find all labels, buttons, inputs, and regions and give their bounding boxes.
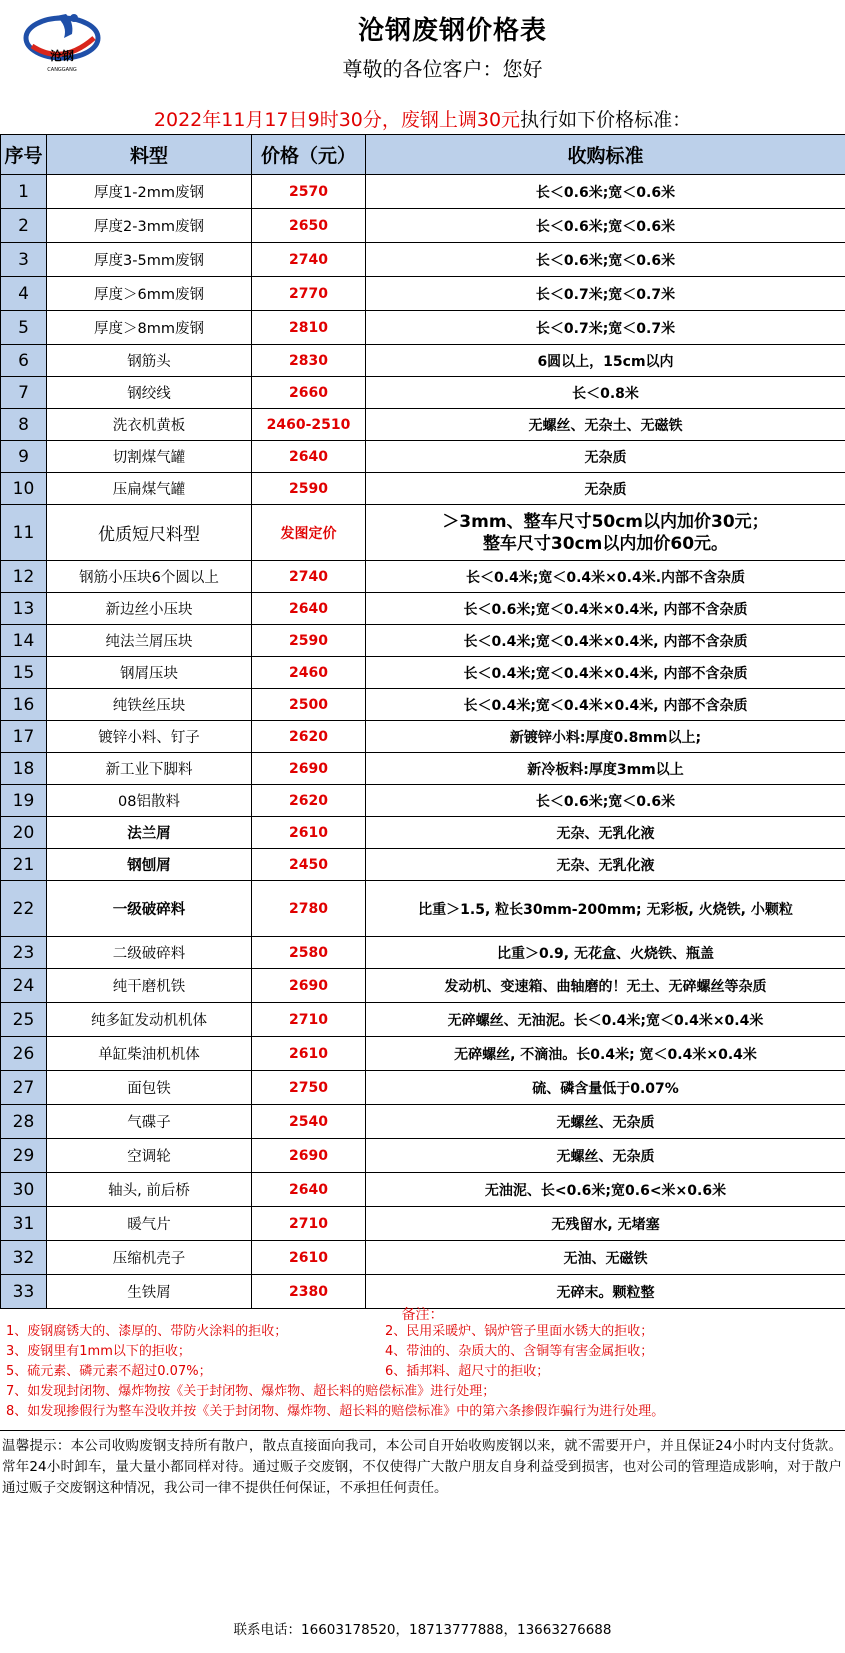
row-type: 一级破碎料 — [47, 881, 252, 937]
row-type: 单缸柴油机机体 — [47, 1037, 252, 1071]
row-no: 32 — [1, 1241, 47, 1275]
row-standard: 无螺丝、无杂质 — [366, 1105, 845, 1139]
row-standard: 长＜0.6米;宽＜0.6米 — [366, 209, 845, 243]
row-no: 6 — [1, 345, 47, 377]
row-standard: 无杂、无乳化液 — [366, 817, 845, 849]
table-row — [1, 1037, 845, 1071]
row-price: 2590 — [252, 625, 366, 657]
row-no: 28 — [1, 1105, 47, 1139]
table-row — [1, 505, 845, 561]
row-standard: 无杂质 — [366, 441, 845, 473]
row-standard: 无油泥、长<0.6米;宽0.6<米×0.6米 — [366, 1173, 845, 1207]
row-price: 2650 — [252, 209, 366, 243]
row-price: 2640 — [252, 441, 366, 473]
row-type: 钢筋头 — [47, 345, 252, 377]
row-price: 2830 — [252, 345, 366, 377]
row-no: 1 — [1, 175, 47, 209]
row-type: 厚度3-5mm废钢 — [47, 243, 252, 277]
row-type: 压缩机壳子 — [47, 1241, 252, 1275]
row-type: 生铁屑 — [47, 1275, 252, 1309]
row-type: 气碟子 — [47, 1105, 252, 1139]
table-row — [1, 689, 845, 721]
row-no: 33 — [1, 1275, 47, 1309]
remark-item: 1、废钢腐锈大的、漆厚的、带防火涂料的拒收； — [6, 1324, 288, 1339]
row-no: 13 — [1, 593, 47, 625]
row-type: 纯多缸发动机机体 — [47, 1003, 252, 1037]
row-price: 2690 — [252, 753, 366, 785]
row-no: 15 — [1, 657, 47, 689]
row-type: 洗衣机黄板 — [47, 409, 252, 441]
remark-item: 8、如发现掺假行为整车没收并按《关于封闭物、爆炸物、超长料的赔偿标准》中的第六条掺假诈骗行为进行处理。 — [6, 1404, 665, 1419]
row-standard: 无碎螺丝, 不滴油。长0.4米; 宽＜0.4米×0.4米 — [366, 1037, 845, 1071]
row-type: 新工业下脚料 — [47, 753, 252, 785]
row-price: 2710 — [252, 1207, 366, 1241]
row-price: 2450 — [252, 849, 366, 881]
row-price: 2590 — [252, 473, 366, 505]
row-no: 2 — [1, 209, 47, 243]
header-standard: 收购标准 — [366, 135, 845, 175]
row-type: 钢筋小压块6个圆以上 — [47, 561, 252, 593]
row-standard: 长＜0.6米;宽＜0.6米 — [366, 785, 845, 817]
warm-tip: 温馨提示：本公司收购废钢支持所有散户，散点直接面向我司，本公司自开始收购废钢以来，就不需要开户，并且保证24小时内支付货款。常年24小时卸车，量大量小都同样对待。通过贩子交废钢，不仅使得广大散户朋友自身利益受到损害，也对公司的管理造成影响，对于散户通过贩子交废钢这种情况，我公司一律不提供任何保证，不承担任何责任。 — [2, 1438, 842, 1496]
row-standard: 无残留水, 无堵塞 — [366, 1207, 845, 1241]
row-type: 空调轮 — [47, 1139, 252, 1173]
row-price: 2580 — [252, 937, 366, 969]
row-standard: 硫、磷含量低于0.07% — [366, 1071, 845, 1105]
row-type: 轴头, 前后桥 — [47, 1173, 252, 1207]
row-no: 25 — [1, 1003, 47, 1037]
table-row — [1, 1139, 845, 1173]
table-row — [1, 277, 845, 311]
row-no: 9 — [1, 441, 47, 473]
row-no: 16 — [1, 689, 47, 721]
row-standard: 长＜0.4米;宽＜0.4米×0.4米, 内部不含杂质 — [366, 625, 845, 657]
header-type: 料型 — [47, 135, 252, 175]
row-price: 2620 — [252, 785, 366, 817]
row-price: 2710 — [252, 1003, 366, 1037]
row-type: 纯法兰屑压块 — [47, 625, 252, 657]
row-price: 2620 — [252, 721, 366, 753]
row-no: 17 — [1, 721, 47, 753]
row-no: 4 — [1, 277, 47, 311]
row-standard: 长＜0.8米 — [366, 377, 845, 409]
row-type: 新边丝小压块 — [47, 593, 252, 625]
row-standard: 无碎末。颗粒整 — [366, 1275, 845, 1309]
row-standard: 长＜0.4米;宽＜0.4米×0.4米, 内部不含杂质 — [366, 689, 845, 721]
row-type: 钢屑压块 — [47, 657, 252, 689]
row-price: 2610 — [252, 817, 366, 849]
row-type: 厚度＞8mm废钢 — [47, 311, 252, 345]
table-row — [1, 1173, 845, 1207]
price-table — [0, 134, 845, 1309]
row-standard: 长＜0.6米;宽＜0.4米×0.4米, 内部不含杂质 — [366, 593, 845, 625]
row-no: 19 — [1, 785, 47, 817]
table-row — [1, 1105, 845, 1139]
row-no: 24 — [1, 969, 47, 1003]
table-row — [1, 593, 845, 625]
row-no: 10 — [1, 473, 47, 505]
table-row — [1, 377, 845, 409]
row-standard: 长＜0.7米;宽＜0.7米 — [366, 277, 845, 311]
table-row — [1, 311, 845, 345]
row-standard: 长＜0.4米;宽＜0.4米×0.4米.内部不含杂质 — [366, 561, 845, 593]
row-no: 14 — [1, 625, 47, 657]
table-row — [1, 1207, 845, 1241]
table-row — [1, 441, 845, 473]
table-row — [1, 881, 845, 937]
row-standard: 无螺丝、无杂土、无磁铁 — [366, 409, 845, 441]
remark-item: 4、带油的、杂质大的、含铜等有害金属拒收； — [385, 1344, 654, 1359]
row-standard-line1: ＞3mm、整车尺寸50cm以内加价30元； — [442, 511, 769, 532]
row-price: 2690 — [252, 969, 366, 1003]
row-no: 26 — [1, 1037, 47, 1071]
header-price: 价格（元） — [252, 135, 366, 175]
table-row — [1, 625, 845, 657]
row-type: 二级破碎料 — [47, 937, 252, 969]
row-standard: 比重＞1.5, 粒长30mm-200mm; 无彩板, 火烧铁, 小颗粒 — [366, 881, 845, 937]
row-standard: 新镀锌小料:厚度0.8mm以上; — [366, 721, 845, 753]
remarks-section — [0, 1300, 845, 1431]
table-row — [1, 969, 845, 1003]
row-price: 2540 — [252, 1105, 366, 1139]
header-no: 序号 — [1, 135, 47, 175]
row-type: 切割煤气罐 — [47, 441, 252, 473]
row-price: 2610 — [252, 1037, 366, 1071]
row-standard — [366, 505, 845, 561]
page-title: 沧钢废钢价格表 — [357, 16, 547, 46]
row-no: 21 — [1, 849, 47, 881]
row-no: 29 — [1, 1139, 47, 1173]
row-price: 2690 — [252, 1139, 366, 1173]
row-type: 厚度1-2mm废钢 — [47, 175, 252, 209]
row-no: 8 — [1, 409, 47, 441]
row-type: 厚度＞6mm废钢 — [47, 277, 252, 311]
row-type: 纯铁丝压块 — [47, 689, 252, 721]
table-row — [1, 209, 845, 243]
row-standard: 6圆以上，15cm以内 — [366, 345, 845, 377]
row-price: 2810 — [252, 311, 366, 345]
row-price: 2750 — [252, 1071, 366, 1105]
row-standard: 无碎螺丝、无油泥。长＜0.4米;宽＜0.4米×0.4米 — [366, 1003, 845, 1037]
logo-subtext: CANGGANG — [47, 67, 77, 73]
row-no: 20 — [1, 817, 47, 849]
row-price: 2380 — [252, 1275, 366, 1309]
row-no: 27 — [1, 1071, 47, 1105]
table-row — [1, 243, 845, 277]
row-standard: 发动机、变速箱、曲轴磨的！无土、无碎螺丝等杂质 — [366, 969, 845, 1003]
row-no: 11 — [1, 505, 47, 561]
row-type: 钢绞线 — [47, 377, 252, 409]
table-row — [1, 657, 845, 689]
row-type: 镀锌小料、钉子 — [47, 721, 252, 753]
price-update-headline — [0, 105, 845, 132]
row-type: 法兰屑 — [47, 817, 252, 849]
row-no: 7 — [1, 377, 47, 409]
table-row — [1, 409, 845, 441]
row-standard: 无螺丝、无杂质 — [366, 1139, 845, 1173]
row-type: 优质短尺料型 — [47, 505, 252, 561]
table-row — [1, 1071, 845, 1105]
table-row — [1, 937, 845, 969]
remark-item: 6、插邦料、超尺寸的拒收； — [385, 1364, 550, 1379]
row-type: 08铝散料 — [47, 785, 252, 817]
table-row — [1, 561, 845, 593]
row-price: 2740 — [252, 561, 366, 593]
headline-suffix: 执行如下价格标准： — [520, 109, 692, 131]
remark-item: 5、硫元素、磷元素不超过0.07%； — [6, 1364, 212, 1379]
remark-item: 2、民用采暖炉、锅炉管子里面水锈大的拒收； — [385, 1324, 654, 1339]
row-type: 压扁煤气罐 — [47, 473, 252, 505]
row-standard: 长＜0.6米;宽＜0.6米 — [366, 175, 845, 209]
row-price: 2500 — [252, 689, 366, 721]
remark-item: 3、废钢里有1mm以下的拒收； — [6, 1344, 191, 1359]
row-standard: 新冷板料:厚度3mm以上 — [366, 753, 845, 785]
table-row — [1, 785, 845, 817]
row-type: 纯干磨机铁 — [47, 969, 252, 1003]
row-no: 5 — [1, 311, 47, 345]
row-price: 2570 — [252, 175, 366, 209]
row-price: 2460-2510 — [252, 409, 366, 441]
row-type: 厚度2-3mm废钢 — [47, 209, 252, 243]
row-price: 发图定价 — [252, 505, 366, 561]
row-price: 2780 — [252, 881, 366, 937]
table-row — [1, 345, 845, 377]
row-price: 2770 — [252, 277, 366, 311]
table-row — [1, 1241, 845, 1275]
row-standard: 比重＞0.9, 无花盒、火烧铁、瓶盖 — [366, 937, 845, 969]
row-type: 暖气片 — [47, 1207, 252, 1241]
row-no: 18 — [1, 753, 47, 785]
row-price: 2660 — [252, 377, 366, 409]
row-type: 面包铁 — [47, 1071, 252, 1105]
greeting: 尊敬的各位客户：您好 — [342, 57, 543, 81]
table-row — [1, 849, 845, 881]
table-row — [1, 817, 845, 849]
remark-item: 7、如发现封闭物、爆炸物按《关于封闭物、爆炸物、超长料的赔偿标准》进行处理； — [6, 1384, 496, 1399]
row-no: 30 — [1, 1173, 47, 1207]
row-standard-line2: 整车尺寸30cm以内加价60元。 — [482, 533, 729, 554]
table-row — [1, 753, 845, 785]
row-price: 2640 — [252, 593, 366, 625]
table-row — [1, 175, 845, 209]
row-standard: 无油、无磁铁 — [366, 1241, 845, 1275]
logo-text: 沧钢 — [49, 49, 75, 63]
row-no: 23 — [1, 937, 47, 969]
row-standard: 长＜0.4米;宽＜0.4米×0.4米, 内部不含杂质 — [366, 657, 845, 689]
contact-phone: 联系电话：16603178520，18713777888，13663276688 — [233, 1622, 612, 1638]
row-standard: 无杂质 — [366, 473, 845, 505]
row-price: 2460 — [252, 657, 366, 689]
row-standard: 长＜0.6米;宽＜0.6米 — [366, 243, 845, 277]
row-no: 3 — [1, 243, 47, 277]
table-row — [1, 1003, 845, 1037]
row-no: 31 — [1, 1207, 47, 1241]
headline-date-change: 2022年11月17日9时30分，废钢上调30元 — [153, 109, 521, 131]
row-standard: 长＜0.7米;宽＜0.7米 — [366, 311, 845, 345]
remarks-title: 备注： — [401, 1307, 444, 1323]
row-no: 12 — [1, 561, 47, 593]
row-price: 2740 — [252, 243, 366, 277]
row-no: 22 — [1, 881, 47, 937]
row-price: 2610 — [252, 1241, 366, 1275]
row-standard: 无杂、无乳化液 — [366, 849, 845, 881]
row-type: 钢刨屑 — [47, 849, 252, 881]
table-row — [1, 721, 845, 753]
table-row — [1, 473, 845, 505]
row-price: 2640 — [252, 1173, 366, 1207]
